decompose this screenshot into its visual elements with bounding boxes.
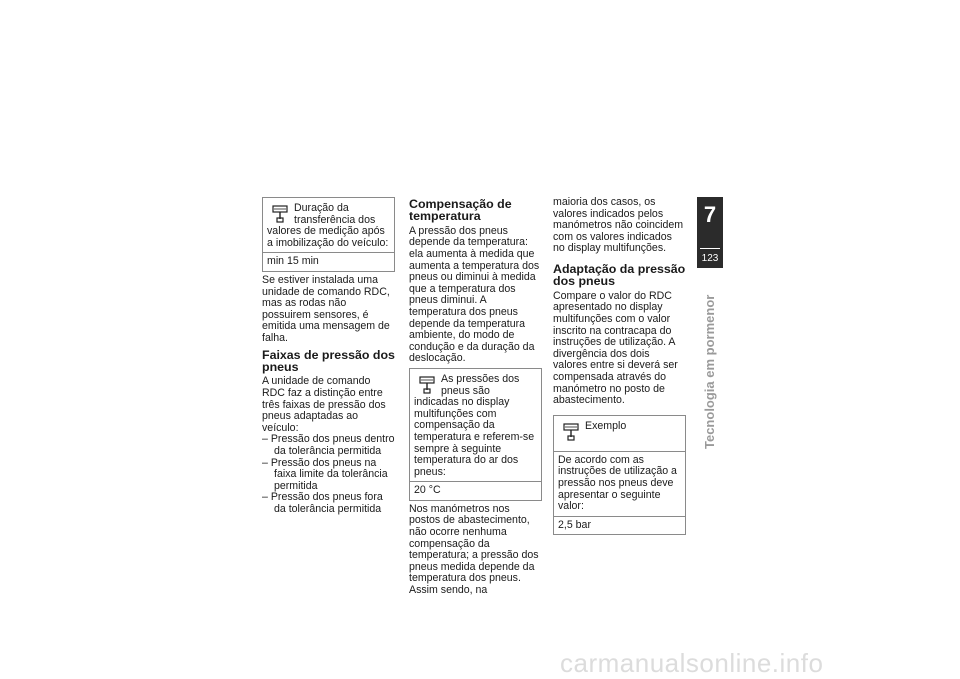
paragraph: Nos manómetros nos postos de abastecimento, não ocorre nenhuma compensação da temperatura; a pressão dos pneus medida depende da temperatura dos pneus. Assim sendo, na: [409, 502, 539, 597]
info-box-value: 20 °C: [414, 484, 441, 497]
paragraph: Compare o valor do RDC apresentado no display multifunções com o valor inscrito na contracapa do instruções de utilização. A divergência dos dois valores entre si deverá ser compensada através do manómetro no posto de abastecimento.: [553, 289, 678, 407]
example-title-row: [554, 416, 685, 452]
chapter-title: Tecnologia em pormenor: [702, 294, 717, 449]
tire-gauge-icon: [269, 203, 291, 225]
info-box-text: As pressões dos pneus são indicadas no display multifunções com compensação da temperatura e referem-se sempre à seguinte temperatura do ar dos pneus:: [414, 372, 535, 478]
column-3: [553, 197, 686, 538]
page-number: 123: [701, 253, 719, 264]
info-box-value: min 15 min: [267, 255, 319, 268]
example-box: [553, 415, 686, 536]
example-value: 2,5 bar: [558, 518, 591, 531]
paragraph: A unidade de comando RDC faz a distinção entre três faixas de pressão dos pneus adaptadas ao veículo:: [262, 375, 386, 434]
chapter-number: 7: [703, 202, 717, 227]
list-item: – Pressão dos pneus na faixa limite da tolerância permitida: [262, 458, 395, 493]
tire-gauge-icon: [560, 421, 582, 443]
list-item: – Pressão dos pneus dentro da tolerância permitida: [262, 434, 395, 457]
example-title: Exemplo: [585, 419, 627, 432]
section-heading: Compensação de temperatura: [409, 197, 512, 224]
column-2: [409, 197, 542, 597]
example-text: De acordo com as instruções de utilização a pressão nos pneus deve apresentar o seguinte valor:: [554, 452, 685, 517]
info-box-note: [410, 369, 541, 482]
list-item: – Pressão dos pneus fora da tolerância permitida: [262, 492, 395, 515]
tab-divider: [700, 248, 720, 249]
info-box-text: Duração da transferência dos valores de medição após a imobilização do veículo:: [267, 202, 389, 249]
paragraph: maioria dos casos, os valores indicados pelos manómetros não coincidem com os valores indicados no display multifunções.: [553, 196, 684, 255]
column-1: [262, 197, 395, 515]
paragraph: A pressão dos pneus depende da temperatura: ela aumenta à medida que aumenta a temperatura dos pneus ou diminui à medida que a temperatura dos pneus diminui. A temperatura dos pneus depende da temperatura ambiente, do modo de condução e da duração da deslocação.: [409, 224, 540, 365]
section-heading: Faixas de pressão dos pneus: [262, 347, 395, 374]
section-heading: Adaptação da pressão dos pneus: [553, 261, 686, 289]
pressure-range-list: [262, 434, 395, 515]
chapter-tab: [697, 197, 723, 268]
info-box-temperature: [409, 368, 542, 501]
paragraph: Se estiver instalada uma unidade de comando RDC, mas as rodas não possuirem sensores, é emitida uma mensagem de falha.: [262, 273, 390, 344]
watermark: carmanualsonline.info: [560, 648, 824, 678]
info-box-transfer-duration: [262, 197, 395, 272]
info-box-note: [263, 198, 394, 253]
tire-gauge-icon: [416, 374, 438, 396]
